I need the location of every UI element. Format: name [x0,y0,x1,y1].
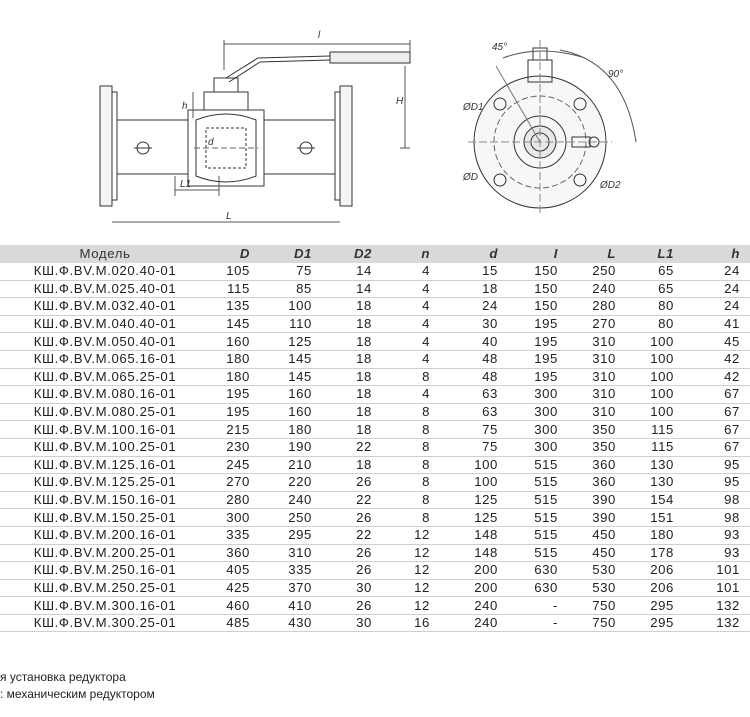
table-row [0,438,750,456]
cell-n: 12 [382,562,440,580]
cell-d1: 410 [260,597,322,615]
cell-d: 63 [440,403,508,421]
cell-l1: 295 [626,614,684,632]
cell-l: 310 [568,333,626,351]
cell-l: 530 [568,579,626,597]
footnote-1: я установка редуктора [0,670,126,684]
valve-side-view [100,40,410,222]
cell-l1: 65 [626,263,684,280]
cell-n: 4 [382,333,440,351]
footnote-2: : механическим редуктором [0,687,155,701]
table-row [0,263,750,280]
cell-d2: 18 [322,298,382,316]
cell-d2: 22 [322,438,382,456]
cell-d2: 18 [322,368,382,386]
cell-d2: 26 [322,597,382,615]
cell-d2: 26 [322,474,382,492]
header-D1: D1 [260,245,322,263]
cell-model: КШ.Ф.BV.М.300.16-01 [0,597,210,615]
cell-model: КШ.Ф.BV.М.032.40-01 [0,298,210,316]
label-L1: L1 [180,179,192,190]
cell-d: 280 [210,491,260,509]
cell-d: 40 [440,333,508,351]
cell-d: 75 [440,438,508,456]
label-L: L [226,211,232,222]
cell-d1: 160 [260,403,322,421]
cell-l: 450 [568,526,626,544]
cell-d1: 100 [260,298,322,316]
cell-d1: 75 [260,263,322,280]
cell-i: 630 [508,579,568,597]
cell-d: 200 [440,579,508,597]
cell-d: 30 [440,315,508,333]
cell-l: 360 [568,474,626,492]
cell-d: 125 [440,491,508,509]
cell-h: 93 [684,526,750,544]
cell-h: 24 [684,280,750,298]
cell-d: 148 [440,526,508,544]
table-row [0,403,750,421]
cell-i: 515 [508,491,568,509]
table-row [0,526,750,544]
cell-l: 240 [568,280,626,298]
cell-l1: 65 [626,280,684,298]
cell-i: 515 [508,509,568,527]
cell-i: 195 [508,315,568,333]
cell-l1: 180 [626,526,684,544]
cell-model: КШ.Ф.BV.М.125.16-01 [0,456,210,474]
cell-d2: 18 [322,403,382,421]
cell-d: 24 [440,298,508,316]
cell-d2: 18 [322,386,382,404]
cell-i: 195 [508,333,568,351]
cell-d2: 30 [322,614,382,632]
cell-d: 460 [210,597,260,615]
cell-d: 405 [210,562,260,580]
cell-d: 195 [210,403,260,421]
cell-d2: 18 [322,421,382,439]
cell-h: 67 [684,438,750,456]
cell-n: 12 [382,597,440,615]
cell-d2: 26 [322,562,382,580]
cell-model: КШ.Ф.BV.М.080.16-01 [0,386,210,404]
cell-i: - [508,614,568,632]
cell-d: 195 [210,386,260,404]
cell-d: 180 [210,368,260,386]
cell-d: 180 [210,350,260,368]
cell-n: 4 [382,263,440,280]
cell-l1: 295 [626,597,684,615]
cell-i: 150 [508,298,568,316]
valve-drawing-svg [0,0,750,245]
cell-i: 195 [508,350,568,368]
cell-model: КШ.Ф.BV.М.150.25-01 [0,509,210,527]
cell-d2: 18 [322,315,382,333]
cell-d1: 160 [260,386,322,404]
label-h: h [182,101,188,112]
cell-d1: 430 [260,614,322,632]
cell-d: 240 [440,614,508,632]
cell-n: 4 [382,386,440,404]
table-row [0,491,750,509]
cell-l1: 100 [626,386,684,404]
cell-d1: 310 [260,544,322,562]
label-angle-90: 90° [608,69,624,80]
cell-d: 105 [210,263,260,280]
cell-h: 24 [684,298,750,316]
cell-d: 215 [210,421,260,439]
cell-d: 160 [210,333,260,351]
table-row [0,386,750,404]
cell-d2: 18 [322,333,382,351]
cell-l1: 154 [626,491,684,509]
cell-l1: 100 [626,333,684,351]
specification-table [0,245,750,632]
label-angle-45: 45° [492,42,508,53]
table-row [0,474,750,492]
cell-d: 485 [210,614,260,632]
label-D: ØD [463,172,478,183]
cell-n: 8 [382,368,440,386]
cell-d: 135 [210,298,260,316]
cell-l1: 100 [626,350,684,368]
cell-h: 98 [684,491,750,509]
cell-model: КШ.Ф.BV.М.125.25-01 [0,474,210,492]
cell-n: 4 [382,298,440,316]
cell-d: 360 [210,544,260,562]
cell-d: 48 [440,350,508,368]
cell-n: 4 [382,280,440,298]
cell-h: 132 [684,597,750,615]
cell-d: 300 [210,509,260,527]
cell-i: - [508,597,568,615]
cell-n: 8 [382,491,440,509]
cell-model: КШ.Ф.BV.М.250.16-01 [0,562,210,580]
cell-d1: 335 [260,562,322,580]
table-row [0,315,750,333]
cell-l: 450 [568,544,626,562]
cell-i: 515 [508,456,568,474]
cell-n: 8 [382,421,440,439]
cell-d1: 145 [260,350,322,368]
cell-l1: 206 [626,562,684,580]
cell-d2: 26 [322,509,382,527]
cell-d: 145 [210,315,260,333]
table-row [0,280,750,298]
cell-d: 270 [210,474,260,492]
label-H: H [396,96,404,107]
cell-l1: 206 [626,579,684,597]
cell-model: КШ.Ф.BV.М.080.25-01 [0,403,210,421]
cell-n: 12 [382,526,440,544]
cell-d2: 18 [322,350,382,368]
cell-h: 42 [684,368,750,386]
cell-d1: 125 [260,333,322,351]
cell-d: 148 [440,544,508,562]
cell-i: 515 [508,526,568,544]
cell-l: 360 [568,456,626,474]
cell-h: 93 [684,544,750,562]
cell-i: 150 [508,280,568,298]
cell-l: 280 [568,298,626,316]
label-D2: ØD2 [600,180,621,191]
cell-model: КШ.Ф.BV.М.100.16-01 [0,421,210,439]
cell-n: 12 [382,579,440,597]
cell-d: 63 [440,386,508,404]
cell-l: 750 [568,614,626,632]
label-D1: ØD1 [463,102,484,113]
cell-model: КШ.Ф.BV.М.050.40-01 [0,333,210,351]
table-row [0,597,750,615]
cell-n: 4 [382,350,440,368]
header-D2: D2 [322,245,382,263]
cell-model: КШ.Ф.BV.М.025.40-01 [0,280,210,298]
cell-d1: 240 [260,491,322,509]
cell-h: 67 [684,386,750,404]
cell-d1: 210 [260,456,322,474]
cell-i: 150 [508,263,568,280]
cell-d: 48 [440,368,508,386]
cell-h: 67 [684,421,750,439]
table-row [0,614,750,632]
cell-n: 8 [382,456,440,474]
cell-h: 98 [684,509,750,527]
table-row [0,562,750,580]
cell-l1: 130 [626,456,684,474]
cell-l: 270 [568,315,626,333]
table-row [0,579,750,597]
cell-h: 95 [684,474,750,492]
cell-l1: 178 [626,544,684,562]
cell-d: 200 [440,562,508,580]
cell-h: 101 [684,579,750,597]
cell-model: КШ.Ф.BV.М.300.25-01 [0,614,210,632]
table-header-row [0,245,750,263]
cell-d2: 18 [322,456,382,474]
cell-h: 45 [684,333,750,351]
cell-d2: 14 [322,263,382,280]
cell-i: 630 [508,562,568,580]
cell-h: 132 [684,614,750,632]
table-row [0,333,750,351]
header-model: Модель [0,245,210,263]
table-row [0,456,750,474]
cell-l1: 100 [626,403,684,421]
cell-d: 240 [440,597,508,615]
cell-d: 245 [210,456,260,474]
table-row [0,350,750,368]
table-row [0,509,750,527]
cell-d1: 295 [260,526,322,544]
cell-model: КШ.Ф.BV.М.100.25-01 [0,438,210,456]
cell-d: 100 [440,456,508,474]
cell-n: 8 [382,403,440,421]
cell-l: 390 [568,491,626,509]
cell-l: 750 [568,597,626,615]
cell-l: 390 [568,509,626,527]
cell-d1: 250 [260,509,322,527]
cell-i: 515 [508,474,568,492]
cell-i: 300 [508,421,568,439]
cell-i: 300 [508,403,568,421]
cell-d1: 110 [260,315,322,333]
cell-d: 425 [210,579,260,597]
cell-l1: 80 [626,315,684,333]
cell-i: 300 [508,386,568,404]
header-L1: L1 [626,245,684,263]
cell-model: КШ.Ф.BV.М.040.40-01 [0,315,210,333]
cell-d: 15 [440,263,508,280]
cell-d1: 145 [260,368,322,386]
cell-d1: 370 [260,579,322,597]
cell-model: КШ.Ф.BV.М.065.16-01 [0,350,210,368]
cell-h: 41 [684,315,750,333]
header-D: D [210,245,260,263]
cell-d: 18 [440,280,508,298]
cell-l: 350 [568,438,626,456]
cell-d: 230 [210,438,260,456]
cell-d2: 26 [322,544,382,562]
cell-d1: 180 [260,421,322,439]
header-L: L [568,245,626,263]
cell-model: КШ.Ф.BV.М.065.25-01 [0,368,210,386]
cell-l1: 151 [626,509,684,527]
table-row [0,544,750,562]
cell-l: 310 [568,403,626,421]
table-row [0,298,750,316]
cell-i: 300 [508,438,568,456]
cell-model: КШ.Ф.BV.М.200.16-01 [0,526,210,544]
table-row [0,368,750,386]
cell-n: 16 [382,614,440,632]
cell-l: 310 [568,386,626,404]
cell-l1: 130 [626,474,684,492]
cell-h: 42 [684,350,750,368]
cell-d1: 220 [260,474,322,492]
cell-model: КШ.Ф.BV.М.150.16-01 [0,491,210,509]
cell-i: 515 [508,544,568,562]
table-row [0,421,750,439]
cell-l1: 115 [626,421,684,439]
cell-h: 95 [684,456,750,474]
cell-n: 8 [382,438,440,456]
cell-d: 335 [210,526,260,544]
cell-l1: 115 [626,438,684,456]
header-h: h [684,245,750,263]
cell-model: КШ.Ф.BV.М.250.25-01 [0,579,210,597]
cell-i: 195 [508,368,568,386]
cell-n: 4 [382,315,440,333]
label-handle-length: l [318,30,321,41]
cell-d2: 22 [322,526,382,544]
header-n: n [382,245,440,263]
header-I: I [508,245,568,263]
cell-d1: 85 [260,280,322,298]
cell-l: 250 [568,263,626,280]
cell-d2: 14 [322,280,382,298]
footnotes [0,669,155,703]
cell-l: 530 [568,562,626,580]
header-d: d [440,245,508,263]
cell-d: 115 [210,280,260,298]
technical-drawing [0,0,750,245]
cell-l1: 80 [626,298,684,316]
cell-model: КШ.Ф.BV.М.020.40-01 [0,263,210,280]
cell-d: 100 [440,474,508,492]
cell-d1: 190 [260,438,322,456]
cell-model: КШ.Ф.BV.М.200.25-01 [0,544,210,562]
cell-n: 8 [382,509,440,527]
cell-n: 12 [382,544,440,562]
table-body [0,263,750,632]
cell-d: 75 [440,421,508,439]
cell-h: 67 [684,403,750,421]
cell-d2: 30 [322,579,382,597]
cell-l: 310 [568,368,626,386]
cell-h: 24 [684,263,750,280]
cell-h: 101 [684,562,750,580]
cell-l: 350 [568,421,626,439]
label-d: d [208,137,214,148]
cell-d: 125 [440,509,508,527]
cell-d2: 22 [322,491,382,509]
cell-l1: 100 [626,368,684,386]
cell-n: 8 [382,474,440,492]
cell-l: 310 [568,350,626,368]
